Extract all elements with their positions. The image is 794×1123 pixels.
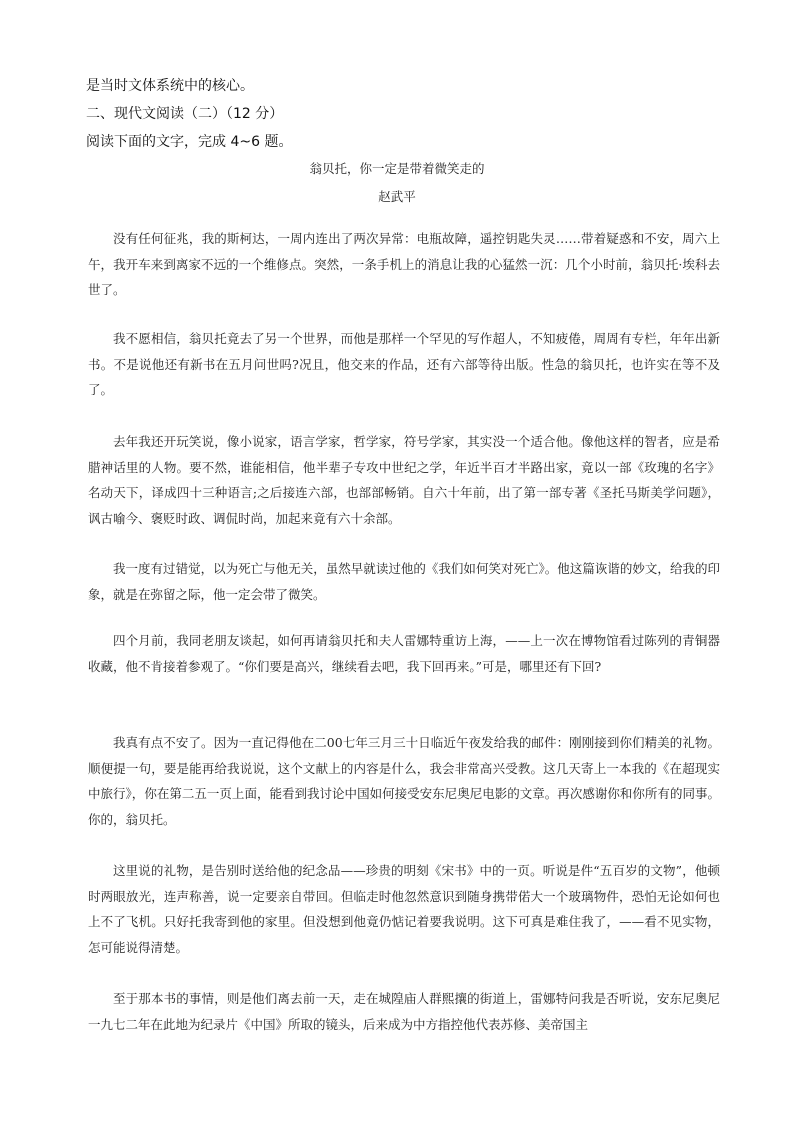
article-paragraph-2: 我不愿相信，翁贝托竟去了另一个世界，而他是那样一个罕见的写作超人，不知疲倦，周周有专栏，年年出新书。不是说他还有新书在五月问世吗?况且，他交来的作品，还有六部等待出版。性急的翁贝托，也许实在等不及了。 [88,331,720,397]
article-paragraph-3: 去年我还开玩笑说，像小说家，语言学家，哲学家，符号学家，其实没一个适合他。像他这样的智者，应是希腊神话里的人物。要不然，谁能相信，他半辈子专攻中世纪之学，年近半百才半路出家，竟以一部《玫瑰的名字》名动天下，译成四十三种语言;之后接连六部，也部部畅销。自六十年前，出了第一部专著《圣托马斯美学问题》，讽古喻今、褒贬时政、调侃时尚，加起来竟有六十余部。 [88,434,720,526]
article-paragraph-5: 四个月前，我同老朋友谈起，如何再请翁贝托和夫人雷娜特重访上海，——上一次在博物馆看过陈列的青铜器收藏，他不肯接着参观了。“你们要是高兴，继续看去吧，我下回再来。”可是，哪里还有下回? [88,633,720,674]
reading-instruction: 阅读下面的文字，完成 4~6 题。 [86,134,293,150]
article-paragraph-4: 我一度有过错觉，以为死亡与他无关，虽然早就读过他的《我们如何笑对死亡》。他这篇诙谐的妙文，给我的印象，就是在弥留之际，他一定会带了微笑。 [88,561,720,602]
article-paragraph-1: 没有任何征兆，我的斯柯达，一周内连出了两次异常：电瓶故障，遥控钥匙失灵……带着疑惑和不安，周六上午，我开车来到离家不远的一个维修点。突然，一条手机上的消息让我的心猛然一沉：几个小时前，翁贝托·埃科去世了。 [88,231,720,297]
article-paragraph-8: 至于那本书的事情，则是他们离去前一天，走在城隍庙人群熙攘的街道上，雷娜特问我是否听说，安东尼奥尼一九七二年在此地为纪录片《中国》所取的镜头，后来成为中方指控他代表苏修、美帝国主 [88,991,720,1032]
article-paragraph-6: 我真有点不安了。因为一直记得他在二00七年三月三十日临近午夜发给我的邮件：刚刚接到你们精美的礼物。顺便提一句，要是能再给我说说，这个文献上的内容是什么，我会非常高兴受教。这几天寄上一本我的《在超现实中旅行》，你在第二五一页上面，能看到我讨论中国如何接受安东尼奥尼电影的文章。再次感谢你和你所有的同事。你的，翁贝托。 [88,735,720,827]
article-title: 翁贝托，你一定是带着微笑走的 [309,161,485,176]
previous-section-continuation: 是当时文体系统中的核心。 [86,78,254,94]
article-paragraph-7: 这里说的礼物，是告别时送给他的纪念品——珍贵的明刻《宋书》中的一页。听说是件“五百岁的文物”，他顿时两眼放光，连声称善，说一定要亲自带回。但临走时他忽然意识到随身携带偌大一个玻璃物件，恐怕无论如何也上不了飞机。只好托我寄到他的家里。但没想到他竟仍惦记着要我说明。这下可真是难住我了，——看不见实物，怎可能说得清楚。 [88,863,720,955]
section-heading: 二、现代文阅读（二）（12 分） [86,106,284,122]
article-author: 赵武平 [378,189,416,204]
